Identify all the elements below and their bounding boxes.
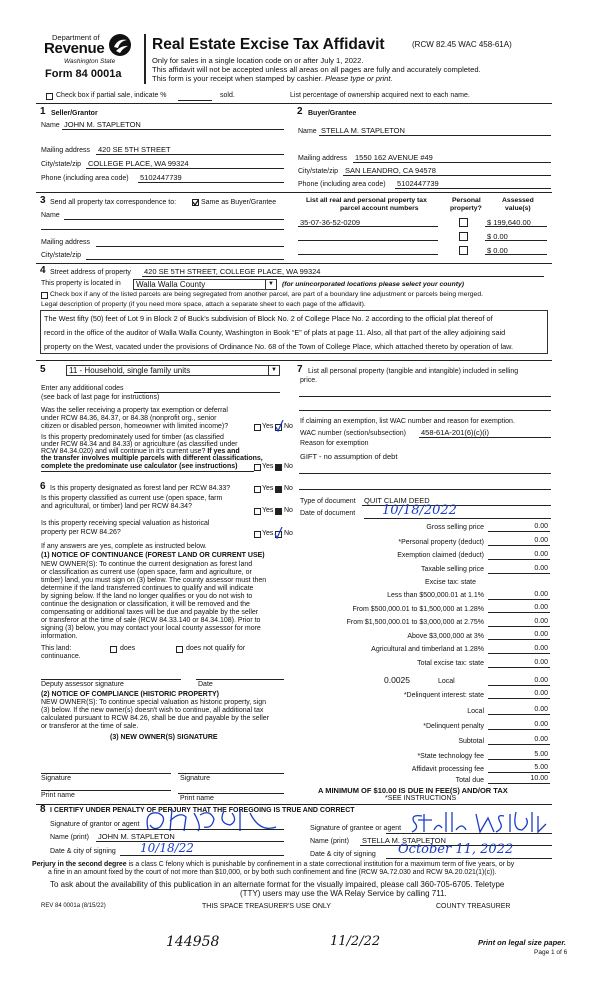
ownership-note: List percentage of ownership acquired next to each name.: [290, 92, 470, 99]
calc-label: *Delinquent interest: state: [403, 692, 484, 699]
continuance-text: continue the designation or classification, it will be removed and the: [41, 601, 250, 608]
q1-line-c: citizen or disabled person, homeowner with limited income)?: [41, 423, 229, 430]
calc-value[interactable]: 0.00: [534, 618, 548, 625]
calc-line: [488, 783, 550, 784]
calc-value[interactable]: 10.00: [530, 775, 548, 782]
wac-line: [419, 437, 551, 438]
grantor-date-line: [120, 855, 284, 856]
tax-corr-mailing-field[interactable]: [96, 246, 284, 247]
reason-line: [299, 473, 551, 474]
subtitle-3: This form is your receipt when stamped by cashier. Please type or print.: [152, 74, 393, 83]
q1-yes-checkbox[interactable]: [254, 424, 261, 431]
q2-line-c: RCW 84.34.020) and will continue in it's current use? If yes and: [41, 448, 240, 455]
doc-type-value[interactable]: QUIT CLAIM DEED: [364, 496, 430, 505]
buyer-heading: Buyer/Grantee: [308, 110, 357, 117]
s6-q3-a: Is this property receiving special valuation as historical: [41, 520, 210, 527]
seller-city-label: City/state/zip: [41, 161, 82, 168]
street-value[interactable]: 420 SE 5TH STREET, COLLEGE PLACE, WA 99324: [144, 267, 321, 276]
calc-value[interactable]: 0.00: [534, 631, 548, 638]
reason-value[interactable]: GIFT - no assumption of debt: [300, 452, 398, 461]
buyer-name-value[interactable]: STELLA M. STAPLETON: [321, 126, 405, 135]
codes-field[interactable]: [134, 392, 280, 393]
divider: [36, 804, 552, 805]
s7-text: List all personal property (tangible and intangible) included in selling: [308, 368, 519, 375]
calc-line: [488, 639, 550, 640]
assessed-value[interactable]: $ 199,640.00: [487, 218, 531, 227]
dept-line2: Revenue: [44, 40, 105, 57]
land-does-not-label: does not qualify for: [186, 645, 246, 652]
grantor-signature[interactable]: [140, 803, 290, 835]
grantee-print-label: Name (print): [310, 838, 349, 845]
calc-label: *Personal property (deduct): [398, 539, 484, 546]
calc-label: Less than $500,000.01 at 1.1%: [387, 592, 484, 599]
calc-line: [488, 559, 550, 560]
parcel-number[interactable]: 35-07-36-52-0209: [300, 218, 361, 227]
wac-value[interactable]: 458-61A-201(6)(c)(i): [421, 428, 489, 437]
personal-col-header-2: property?: [450, 205, 482, 212]
section-1-number: 1: [40, 106, 46, 117]
calc-label: Local: [467, 708, 484, 715]
q1-line-a: Was the seller receiving a property tax exemption or deferral: [41, 407, 228, 414]
county-select[interactable]: [133, 279, 277, 290]
s6-q2-yes-checkbox[interactable]: [254, 508, 261, 515]
s6-q2-no-checkbox[interactable]: [275, 508, 282, 515]
seller-name-line: [62, 129, 284, 130]
form-number: Form 84 0001a: [45, 68, 122, 80]
handwritten-number: 144958: [166, 934, 220, 950]
grantee-print-value[interactable]: STELLA M. STAPLETON: [362, 836, 446, 845]
page-number: Page 1 of 6: [534, 949, 568, 956]
signature-label-2: Signature: [180, 775, 210, 782]
calc-line: [488, 685, 550, 686]
divider: [36, 103, 552, 104]
partial-sale-percent-field[interactable]: [178, 100, 212, 101]
seller-name-label: Name: [41, 122, 60, 129]
q1-no-checkbox[interactable]: [275, 424, 282, 431]
doc-date-label: Date of document: [300, 510, 356, 517]
doc-date-value[interactable]: 10/18/2022: [382, 503, 457, 518]
tax-corr-name-label: Name: [41, 212, 60, 219]
deputy-label: Deputy assessor signature: [41, 681, 124, 688]
s6-q3-b: property per RCW 84.26?: [41, 529, 121, 536]
doc-date-line: [364, 518, 551, 519]
buyer-mailing-label: Mailing address: [298, 155, 348, 162]
checkmark-icon: [275, 420, 284, 432]
perjury-line-2: a fine in an amount fixed by the court of not more than $10,000, or by both such confinement and fine (RCW 9A.72.030 and RCW 9A.20.021(1)(c)).: [48, 869, 497, 876]
local-rate: 0.0025: [384, 675, 410, 685]
treasurer-space: THIS SPACE TREASURER'S USE ONLY: [202, 903, 331, 910]
legal-desc-label: Legal description of property (if you need more space, attach a separate sheet to each page of the affidavit).: [41, 301, 366, 308]
calc-label: Gross selling price: [426, 524, 484, 531]
same-as-buyer-label: Same as Buyer/Grantee: [201, 199, 277, 206]
seller-phone-line: [138, 182, 284, 183]
handwritten-date: 11/2/22: [330, 934, 381, 949]
land-does-checkbox[interactable]: [110, 646, 117, 653]
seller-heading: Seller/Grantor: [51, 110, 98, 117]
calc-label: Affidavit processing fee: [411, 766, 484, 773]
partial-sale-label: Check box if partial sale, indicate %: [56, 92, 167, 99]
form-rcw: (RCW 82.45 WAC 458-61A): [412, 40, 512, 49]
calc-value[interactable]: 5.00: [534, 751, 548, 758]
same-as-buyer-checkbox[interactable]: [192, 199, 199, 206]
checkmark-icon: [192, 199, 199, 206]
tax-corr-mailing-label: Mailing address: [41, 239, 91, 246]
no-label: No: [284, 530, 293, 537]
assessed-col-header-2: value(s): [505, 205, 531, 212]
legal-description-box[interactable]: [40, 310, 548, 354]
section-7-number: 7: [297, 364, 303, 375]
buyer-mailing-line: [353, 162, 551, 163]
yes-label: Yes: [262, 485, 274, 492]
segregated-checkbox[interactable]: [41, 292, 48, 299]
calc-value[interactable]: 0.00: [534, 706, 548, 713]
compliance-text: (3) below. If the new owner(s) doesn't wish to continue, all additional tax: [41, 707, 264, 714]
divider: [36, 263, 552, 264]
calc-label: From $1,500,000.01 to $3,000,000 at 2.75%: [346, 619, 484, 626]
buyer-city-value[interactable]: SAN LEANDRO, CA 94578: [345, 166, 436, 175]
deputy-signature-field[interactable]: [41, 679, 181, 680]
grantor-print-value[interactable]: JOHN M. STAPLETON: [98, 832, 175, 841]
yes-label: Yes: [262, 507, 274, 514]
parcel-number[interactable]: [298, 240, 438, 241]
calc-label: Subtotal: [458, 738, 484, 745]
s6-q1-yes-checkbox[interactable]: [254, 486, 261, 493]
parcel-col-header-2: parcel account numbers: [340, 205, 419, 212]
calc-value[interactable]: 0.00: [534, 659, 548, 666]
s6-q3-yes-checkbox[interactable]: [254, 531, 261, 538]
calc-value[interactable]: 0.00: [534, 523, 548, 530]
calc-line: [488, 612, 550, 613]
seller-phone-label: Phone (including area code): [41, 175, 129, 182]
calc-label: Agricultural and timberland at 1.28%: [371, 646, 484, 653]
access-line-1: To ask about the availability of this publication in an alternate format for the visually impaired, please call 360-705-6705. Teletype: [50, 880, 505, 889]
rev-number: REV 84 0001a (8/15/22): [41, 903, 106, 909]
s6-q3-no-checkbox[interactable]: [275, 531, 282, 538]
section-6-number: 6: [40, 481, 46, 492]
exempt-note: If claiming an exemption, list WAC number and reason for exemption.: [300, 418, 515, 425]
calc-label: Total due: [455, 777, 484, 784]
any-yes-note: If any answers are yes, complete as instructed below.: [41, 543, 207, 550]
street-label: Street address of property: [50, 269, 131, 276]
calc-line: [488, 599, 550, 600]
personal-property-field[interactable]: [299, 396, 551, 397]
signature-label: Signature: [41, 775, 71, 782]
calc-value[interactable]: 0.00: [534, 604, 548, 611]
section-5-number: 5: [40, 364, 46, 375]
calc-value[interactable]: 0.00: [534, 736, 548, 743]
calc-line: [488, 714, 550, 715]
reason-label: Reason for exemption: [300, 440, 369, 447]
calc-line: [488, 667, 550, 668]
land-does-label: does: [120, 645, 136, 652]
tax-corr-extra-line: [41, 229, 284, 230]
calc-line: [488, 772, 550, 773]
calc-line: [488, 744, 550, 745]
calc-line: [488, 698, 550, 699]
calc-line: [488, 759, 550, 760]
calc-line: [488, 626, 550, 627]
revenue-swirl-icon: [107, 32, 133, 58]
yes-label: Yes: [262, 423, 274, 430]
section-4-number: 4: [40, 265, 46, 276]
grantor-sig-label: Signature of grantor or agent: [50, 821, 140, 828]
parcel-line: [298, 226, 438, 227]
calc-label: From $500,000.01 to $1,500,000 at 1.28%: [352, 606, 484, 613]
continuance-text: by signing below. If the land no longer qualifies or you do not wish to: [41, 593, 253, 600]
deputy-date-field[interactable]: [196, 679, 284, 680]
street-line: [142, 276, 544, 277]
grantor-date-value[interactable]: 10/18/22: [140, 841, 194, 855]
q2-line-e: the transfer involves multiple parcels with different classifications,: [41, 455, 263, 462]
parcel-number[interactable]: [298, 254, 438, 255]
q1-line-b: under RCW 84.36, 84.37, or 84.38 (nonprofit org., senior: [41, 415, 217, 422]
personal-property-checkbox[interactable]: [459, 218, 468, 227]
legal-line-2: record in the office of the auditor of Walla Walla County, Washington in Book “E” of plats at page 11. Also, all that part of the alley adjoining said: [44, 328, 506, 337]
s6-q2-b: and agricultural, or timber) land per RCW 84.34?: [41, 503, 192, 510]
tax-corr-name-field[interactable]: [64, 219, 284, 220]
section-2-number: 2: [297, 106, 303, 117]
local-label: Local: [438, 678, 455, 685]
subtitle-1: Only for sales in a single location code on or after July 1, 2022.: [152, 56, 364, 65]
personal-property-checkbox[interactable]: [459, 232, 468, 241]
divider: [36, 192, 552, 193]
q2-underline: [41, 471, 254, 472]
calc-value[interactable]: 0.00: [534, 645, 548, 652]
form-title: Real Estate Excise Tax Affidavit: [152, 36, 385, 53]
continuance-text: timber) land, you must sign on (3) below. The county assessor must then: [41, 577, 267, 584]
land-use-select[interactable]: [66, 365, 280, 376]
seller-mailing-value[interactable]: 420 SE 5TH STREET: [98, 145, 171, 154]
yes-label: Yes: [262, 463, 274, 470]
grantor-date-label: Date & city of signing: [50, 848, 116, 855]
continuance-text: NEW OWNER(S): To continue the current designation as forest land: [41, 561, 253, 568]
s6-q2-a: Is this property classified as current use (open space, farm: [41, 495, 223, 502]
chevron-down-icon: ▼: [265, 280, 276, 289]
s6-q1-no-checkbox[interactable]: [275, 486, 282, 493]
print-legal-note: Print on legal size paper.: [478, 938, 566, 947]
this-land-label: This land:: [41, 645, 72, 652]
q2-line-f: complete the predominate use calculator (see instructions): [41, 463, 238, 470]
no-label: No: [284, 507, 293, 514]
continuance-text: determine if the land transferred continues to qualify and will indicate: [41, 585, 254, 592]
no-label: No: [284, 485, 293, 492]
continuance-text: signing (3) below, you may contact your local county assessor for more: [41, 625, 261, 632]
located-label: This property is located in: [41, 280, 121, 287]
q2-no-checkbox[interactable]: [275, 464, 282, 471]
calc-label: *Delinquent penalty: [423, 723, 484, 730]
dept-line1: Department of: [52, 33, 100, 42]
grantee-date-label: Date & city of signing: [310, 851, 376, 858]
compliance-text: calculated pursuant to RCW 84.26, shall be due and payable by the seller: [41, 715, 270, 722]
calc-label: Exemption claimed (deduct): [397, 552, 484, 559]
calc-value[interactable]: 0.00: [534, 565, 548, 572]
calc-line: [488, 573, 550, 574]
grantor-print-label: Name (print): [50, 834, 89, 841]
reason-line-2: [299, 489, 551, 490]
parcel-col-header: List all real and personal property tax: [306, 197, 427, 204]
doc-type-label: Type of document: [300, 498, 356, 505]
grantee-date-value[interactable]: October 11, 2022: [398, 842, 514, 857]
segregated-label: Check box if any of the listed parcels are being segregated from another parcel, are part of a boundary line adjustment or parcels being merged.: [50, 291, 483, 298]
buyer-phone-label: Phone (including area code): [298, 181, 386, 188]
calc-label: Excise tax: state: [425, 579, 476, 586]
subtitle-2: This affidavit will not be accepted unless all areas on all pages are fully and accurately completed.: [152, 65, 481, 74]
continuance-text: or transferor at the time of sale (RCW 84.33.140 or 84.34.108). Prior to: [41, 617, 261, 624]
calc-value[interactable]: 5.00: [534, 764, 548, 771]
grantee-date-line: [386, 858, 552, 859]
continuance-text: or classification as current use (open space, farm and agriculture, or: [41, 569, 252, 576]
calc-line: [488, 545, 550, 546]
assessed-line: [485, 254, 547, 255]
legal-line-3: property on the West, vacated under the provisions of Ordinance No. 68 of the Town of College Place, which attached thereto by operation of law.: [44, 342, 514, 351]
assessed-line: [485, 240, 547, 241]
new-owner-print-field-2[interactable]: [178, 793, 284, 794]
calc-line: [488, 653, 550, 654]
minimum-note: A MINIMUM OF $10.00 IS DUE IN FEE(S) AND/OR TAX: [318, 786, 508, 795]
assessed-line: [485, 226, 547, 227]
header-divider: [144, 34, 146, 84]
buyer-mailing-value[interactable]: 1550 162 AVENUE #49: [355, 153, 433, 162]
grantor-sig-line: [118, 829, 284, 830]
continuance-text: compensating or additional taxes will be due and payable by the seller: [41, 609, 259, 616]
divider: [36, 360, 552, 361]
calc-value[interactable]: 0.00: [534, 690, 548, 697]
deputy-date-label: Date: [198, 681, 213, 688]
codes-label: Enter any additional codes: [41, 385, 124, 392]
calc-label: Above $3,000,000 at 3%: [407, 633, 484, 640]
calc-label: Taxable selling price: [420, 566, 484, 573]
buyer-city-label: City/state/zip: [298, 168, 339, 175]
grantee-sig-label: Signature of grantee or agent: [310, 825, 402, 832]
perjury-line-1: Perjury in the second degree is a class C felony which is punishable by confinement in a state correctional institution for a maximum term of five years, or by: [32, 861, 515, 868]
new-owner-sig-field-1[interactable]: [41, 773, 171, 774]
certify-text: I CERTIFY UNDER PENALTY OF PERJURY THAT THE FOREGOING IS TRUE AND CORRECT: [50, 807, 355, 814]
seller-mailing-line: [96, 154, 284, 155]
seller-city-line: [86, 168, 284, 169]
seller-phone-value[interactable]: 5102447739: [140, 173, 182, 182]
compliance-text: or transferor at the time of sale.: [41, 723, 139, 730]
calc-line: [488, 531, 550, 532]
assessed-value[interactable]: $ 0.00: [487, 246, 508, 255]
assessed-value[interactable]: $ 0.00: [487, 232, 508, 241]
unincorporated-note: (for unincorporated locations please select your county): [282, 281, 465, 288]
personal-col-header: Personal: [452, 197, 481, 204]
buyer-name-label: Name: [298, 128, 317, 135]
section-8-number: 8: [40, 804, 46, 815]
access-line-2: (TTY) users may use the WA Relay Service by calling 711.: [240, 889, 447, 898]
partial-sale-checkbox[interactable]: [46, 93, 53, 100]
print-name-label-2: Print name: [180, 795, 214, 802]
tax-corr-label: Send all property tax correspondence to:: [50, 199, 177, 206]
grantee-signature[interactable]: [408, 808, 554, 836]
continuance-label: continuance.: [41, 653, 81, 660]
buyer-city-line: [343, 175, 551, 176]
personal-property-checkbox[interactable]: [459, 246, 468, 255]
dept-line3: Washington State: [64, 58, 116, 65]
q2-line-b: under RCW 84.34 and 84.33) or agriculture (as classified under: [41, 441, 238, 448]
no-label: No: [284, 463, 293, 470]
continuance-text: information.: [41, 633, 78, 640]
grantee-sig-line: [386, 833, 552, 834]
legal-line-1: The West fifty (50) feet of Lot 9 in Block 2 of Buck’s subdivision of Block No. 2 of College Place No. 2 according to the official plat thereof of: [44, 314, 493, 323]
print-name-label: Print name: [41, 792, 75, 799]
land-use-selected: 11 - Household, single family units: [69, 366, 191, 375]
calc-value[interactable]: 0.00: [534, 537, 548, 544]
county-treasurer: COUNTY TREASURER: [436, 903, 511, 910]
new-owner-sig-field-2[interactable]: [178, 773, 284, 774]
codes-note: (see back of last page for instructions): [41, 394, 160, 401]
tax-corr-city-field[interactable]: [86, 259, 284, 260]
local-value[interactable]: 0.00: [534, 677, 548, 684]
calc-value[interactable]: 0.00: [534, 721, 548, 728]
section-3-number: 3: [40, 195, 46, 206]
buyer-name-line: [319, 135, 551, 136]
new-owner-sig-heading: (3) NEW OWNER(S) SIGNATURE: [110, 734, 218, 741]
calc-label: *State technology fee: [417, 753, 484, 760]
assessed-col-header: Assessed: [502, 197, 534, 204]
buyer-phone-line: [395, 188, 551, 189]
checkmark-icon: [274, 527, 283, 539]
compliance-heading: (2) NOTICE OF COMPLIANCE (HISTORIC PROPERTY): [41, 691, 219, 698]
calc-value[interactable]: 0.00: [534, 551, 548, 558]
land-does-not-checkbox[interactable]: [176, 646, 183, 653]
seller-mailing-label: Mailing address: [41, 147, 91, 154]
calc-label: Total excise tax: state: [417, 660, 484, 667]
no-label: No: [284, 423, 293, 430]
compliance-text: NEW OWNER(S): To continue special valuation as historic property, sign: [41, 699, 266, 706]
buyer-phone-value[interactable]: 5102447739: [397, 179, 439, 188]
q2-line-a: Is this property predominately used for timber (as classified: [41, 434, 224, 441]
wac-label: WAC number (section/subsection): [300, 430, 406, 437]
seller-city-value[interactable]: COLLEGE PLACE, WA 99324: [88, 159, 189, 168]
s7-text-2: price.: [300, 377, 318, 384]
seller-name-value[interactable]: JOHN M. STAPLETON: [64, 120, 141, 129]
calc-line: [488, 729, 550, 730]
tax-corr-city-label: City/state/zip: [41, 252, 82, 259]
yes-label: Yes: [262, 530, 274, 537]
calc-value[interactable]: 0.00: [534, 591, 548, 598]
see-instructions: *SEE INSTRUCTIONS: [385, 795, 457, 802]
q2-yes-checkbox[interactable]: [254, 464, 261, 471]
county-selected: Walla Walla County: [136, 280, 206, 289]
chevron-down-icon: ▼: [268, 366, 279, 375]
s6-q1: Is this property designated as forest land per RCW 84.33?: [50, 485, 231, 492]
new-owner-print-field-1[interactable]: [41, 790, 171, 791]
continuance-heading: (1) NOTICE OF CONTINUANCE (FOREST LAND OR CURRENT USE): [41, 552, 265, 559]
personal-property-field-2[interactable]: [299, 410, 551, 411]
partial-sale-sold: sold.: [220, 92, 235, 99]
